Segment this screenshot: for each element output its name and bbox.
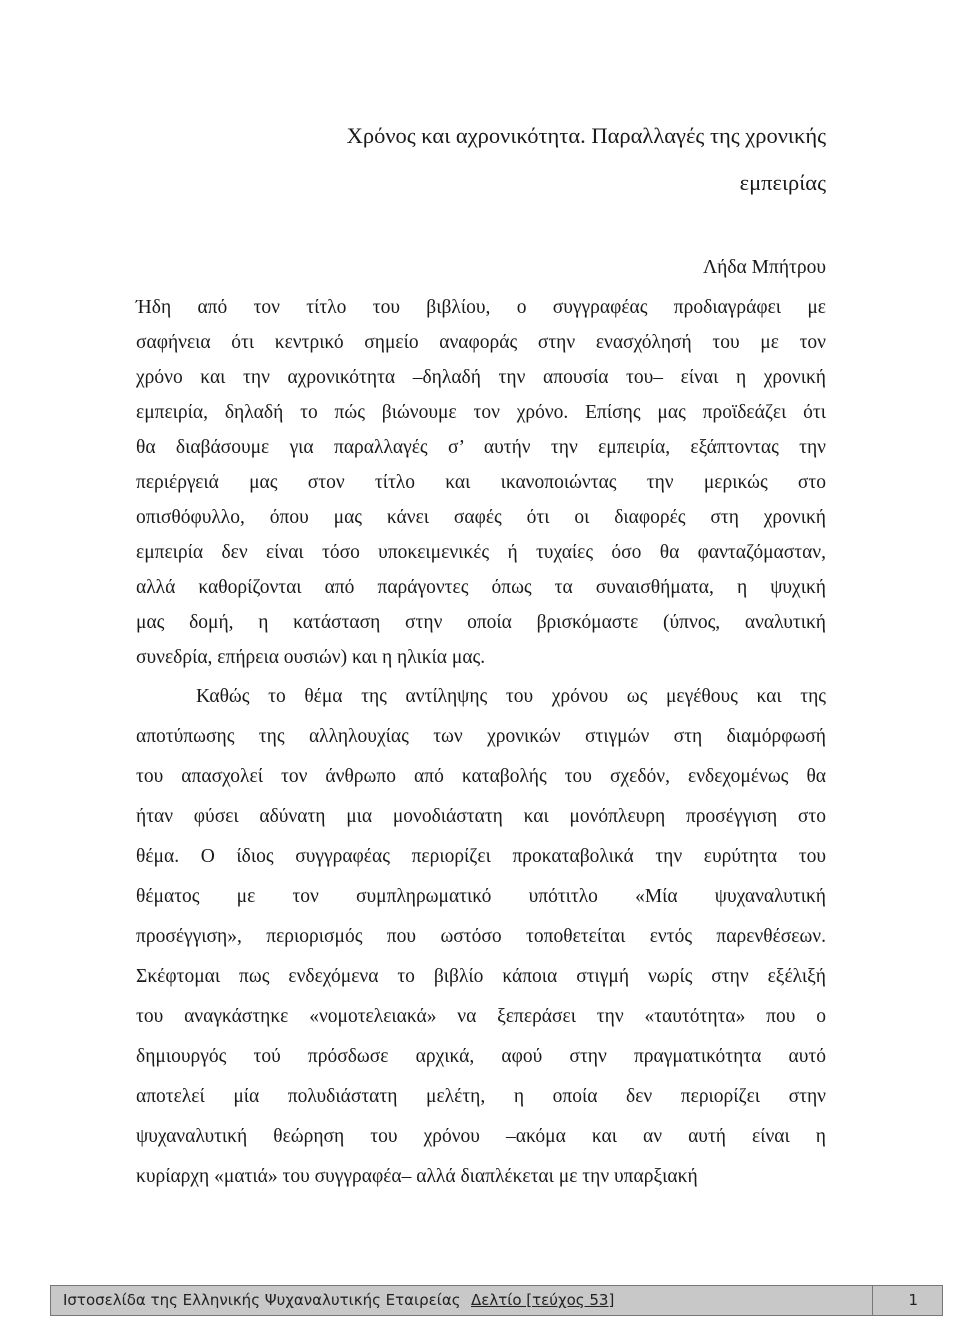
text-line: θέματος με τον συμπληρωματικό υπότιτλο «Μία ψυχαναλυτική <box>136 886 826 907</box>
document-title <box>136 112 826 206</box>
text-line: θα διαβάσουμε για παραλλαγές σ’ αυτήν την εμπειρία, εξάπτοντας την <box>136 437 826 458</box>
text-line: προσέγγιση», περιορισμός που ωστόσο τοποθετείται εντός παρενθέσεων. <box>136 926 826 947</box>
text-line: αλλά καθορίζονται από παράγοντες όπως τα συναισθήματα, η ψυχική <box>136 577 826 598</box>
text-line: του απασχολεί τον άνθρωπο από καταβολής του σχεδόν, ενδεχομένως θα <box>136 766 826 787</box>
text-line: δημιουργός τού πρόσδωσε αρχικά, αφού στην πραγματικότητα αυτό <box>136 1046 826 1067</box>
text-line: Καθώς το θέμα της αντίληψης του χρόνου ως μεγέθους και της <box>196 686 826 707</box>
footer-page-number: 1 <box>873 1285 943 1316</box>
text-line: εμπειρία, δηλαδή το πώς βιώνουμε τον χρόνο. Επίσης μας προϊδεάζει ότι <box>136 402 826 423</box>
paragraph-2 <box>136 677 826 1197</box>
text-line: εμπειρία δεν είναι τόσο υποκειμενικές ή τυχαίες όσο θα φανταζόμασταν, <box>136 542 826 563</box>
text-line: αποτελεί μία πολυδιάστατη μελέτη, η οποία δεν περιορίζει στην <box>136 1086 826 1107</box>
footer-issue-link[interactable]: Δελτίο [τεύχος 53] <box>471 1291 615 1309</box>
text-line: χρόνο και την αχρονικότητα –δηλαδή την απουσία του– είναι η χρονική <box>136 367 826 388</box>
text-line: κυρίαρχη «ματιά» του συγγραφέα– αλλά διαπλέκεται με την υπαρξιακή <box>136 1166 698 1187</box>
text-line: Ήδη από τον τίτλο του βιβλίου, ο συγγραφέας προδιαγράφει με <box>136 297 826 318</box>
text-line: θέμα. Ο ίδιος συγγραφέας περιορίζει προκαταβολικά την ευρύτητα του <box>136 846 826 867</box>
title-line-1: Χρόνος και αχρονικότητα. Παραλλαγές της χρονικής <box>346 123 826 148</box>
text-line: αποτύπωσης της αλληλουχίας των χρονικών στιγμών στη διαμόρφωσή <box>136 726 826 747</box>
title-line-2: εμπειρίας <box>739 170 826 195</box>
page-footer <box>50 1285 943 1316</box>
text-line: Σκέφτομαι πως ενδεχόμενα το βιβλίο κάποια στιγμή νωρίς στην εξέλιξή <box>136 966 826 987</box>
article-body <box>136 290 826 1197</box>
author-name: Λήδα Μπήτρου <box>703 257 826 278</box>
text-line: σαφήνεια ότι κεντρικό σημείο αναφοράς στην ενασχόλησή του με τον <box>136 332 826 353</box>
footer-bar <box>50 1285 873 1316</box>
text-line: ήταν φύσει αδύνατη μια μονοδιάστατη και μονόπλευρη προσέγγιση στο <box>136 806 826 827</box>
footer-site-name: Ιστοσελίδα της Ελληνικής Ψυχαναλυτικής Εταιρείας <box>63 1291 461 1309</box>
text-line: ψυχαναλυτική θεώρηση του χρόνου –ακόμα και αν αυτή είναι η <box>136 1126 826 1147</box>
text-line: περιέργειά μας στον τίτλο και ικανοποιώντας την μερικώς στο <box>136 472 826 493</box>
text-line: μας δομή, η κατάσταση στην οποία βρισκόμαστε (ύπνος, αναλυτική <box>136 612 826 633</box>
text-line: συνεδρία, επήρεια ουσιών) και η ηλικία μας. <box>136 647 486 668</box>
text-line: οπισθόφυλλο, όπου μας κάνει σαφές ότι οι διαφορές στη χρονική <box>136 507 826 528</box>
text-line: του αναγκάστηκε «νομοτελειακά» να ξεπεράσει την «ταυτότητα» που ο <box>136 1006 826 1027</box>
paragraph-1 <box>136 290 826 675</box>
